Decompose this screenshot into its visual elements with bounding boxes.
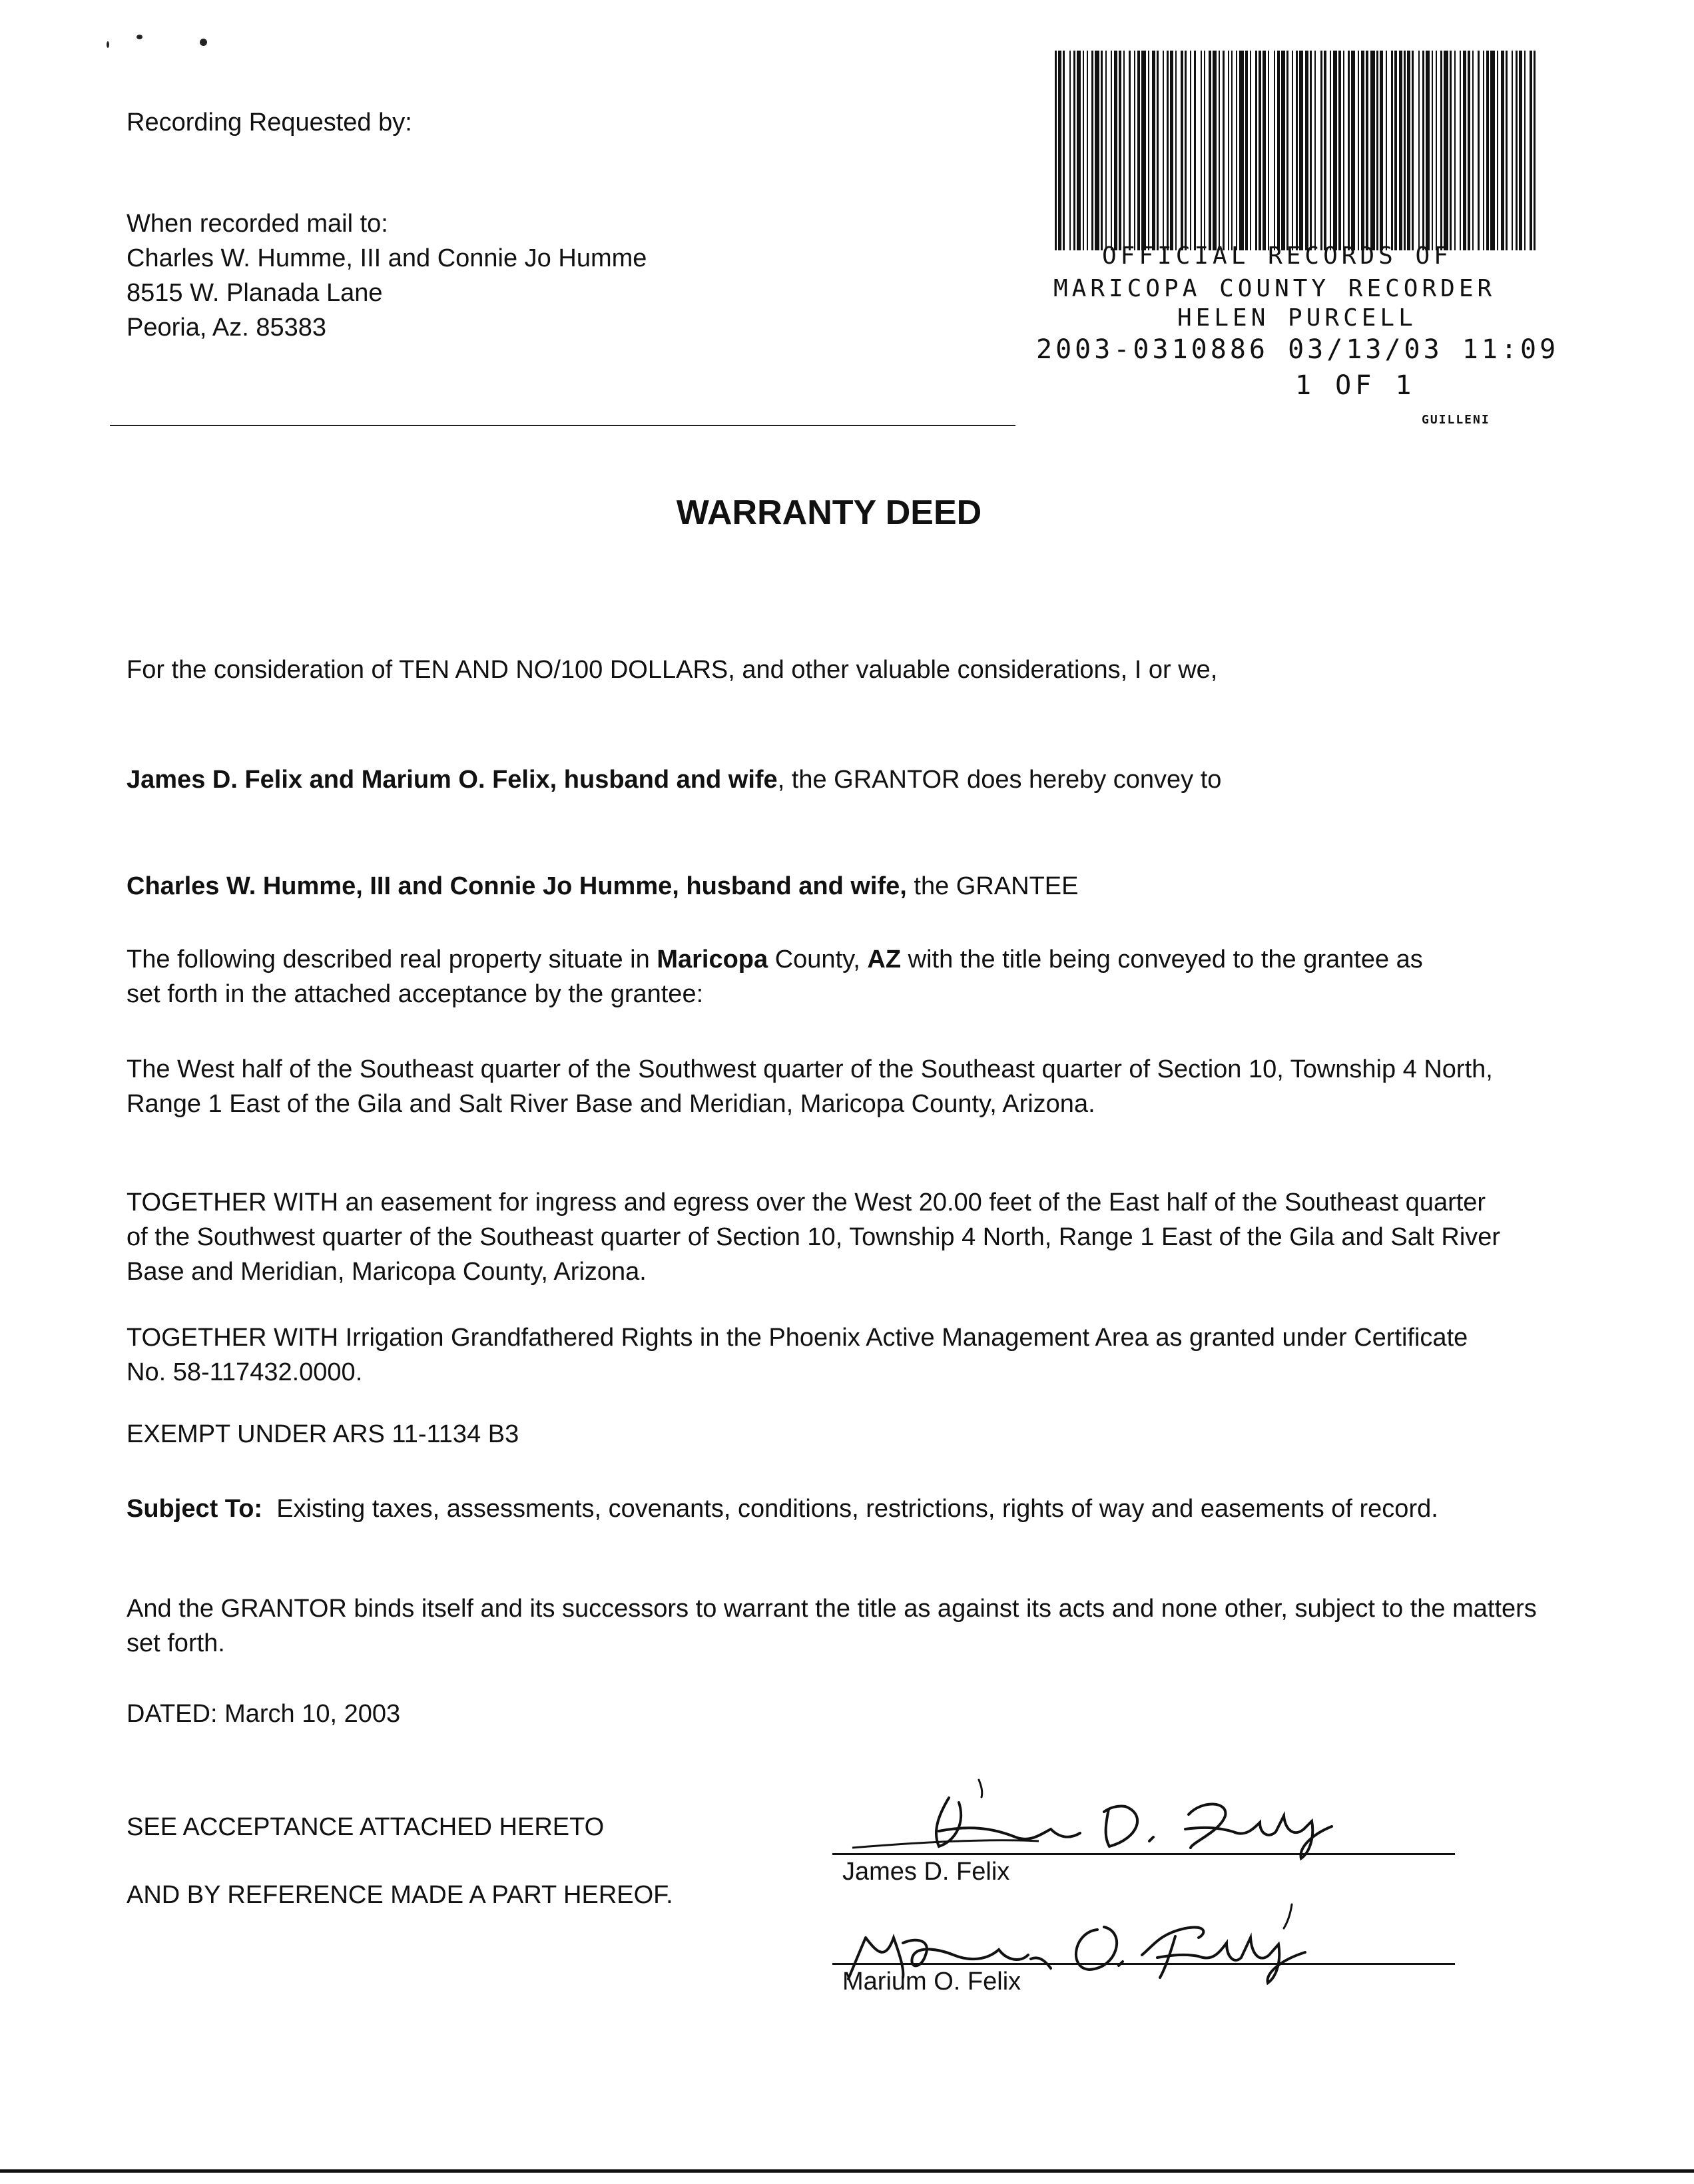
printed-name-james: James D. Felix bbox=[842, 1858, 1010, 1886]
barcode-bar bbox=[1386, 51, 1387, 250]
barcode-bar bbox=[1299, 51, 1303, 250]
grantee-clause bbox=[127, 869, 1078, 904]
barcode-bar bbox=[1231, 51, 1233, 250]
subject-to-clause bbox=[127, 1492, 1498, 1526]
property-clause bbox=[127, 942, 1452, 1011]
barcode-bar bbox=[1219, 51, 1220, 250]
barcode-bar bbox=[1274, 51, 1275, 250]
barcode-bar bbox=[1407, 51, 1410, 250]
barcode-bar bbox=[1055, 51, 1057, 250]
recorder-line-name: HELEN PURCELL bbox=[1177, 304, 1417, 332]
barcode-bar bbox=[1292, 51, 1293, 250]
barcode-bar bbox=[1412, 51, 1414, 250]
barcode-bar bbox=[1320, 51, 1322, 250]
barcode-bar bbox=[1483, 51, 1484, 250]
barcode-bar bbox=[1324, 51, 1326, 250]
barcode-bar bbox=[1263, 51, 1266, 250]
barcode-bar bbox=[1376, 51, 1378, 250]
barcode-bar bbox=[1305, 51, 1308, 250]
barcode-bar bbox=[1095, 51, 1099, 250]
barcode-bar bbox=[1204, 51, 1205, 250]
property-text-b: County, bbox=[768, 946, 868, 973]
barcode-bar bbox=[1366, 51, 1368, 250]
barcode-bar bbox=[1512, 51, 1513, 250]
barcode-bar bbox=[1167, 51, 1169, 250]
barcode-bar bbox=[1343, 51, 1344, 250]
barcode-bar bbox=[1170, 51, 1173, 250]
barcode-bar bbox=[1194, 51, 1196, 250]
easement-clause: TOGETHER WITH an easement for ingress and egress over the West 20.00 feet of the East half of the Southeast quarter of the Southwest quarter of the Southeast quarter of Section 10, Township 4 North, Range 1 East of the Gila and Salt River Base and Meridian, Maricopa County, Arizona. bbox=[127, 1189, 1501, 1286]
barcode-bar bbox=[1245, 51, 1248, 250]
subject-to-text: Existing taxes, assessments, covenants, conditions, restrictions, rights of way and easements of record. bbox=[276, 1495, 1438, 1523]
barcode-bar bbox=[1314, 51, 1316, 250]
barcode-bar bbox=[1281, 51, 1285, 250]
barcode-bar bbox=[1450, 51, 1452, 250]
property-state: AZ bbox=[867, 946, 902, 973]
recording-requested-label: Recording Requested by: bbox=[127, 109, 412, 136]
barcode-bar bbox=[1163, 51, 1164, 250]
barcode-bar bbox=[1209, 51, 1211, 250]
page-bottom-border bbox=[0, 2169, 1694, 2173]
barcode-bar bbox=[1534, 51, 1536, 250]
recorder-line-official-records: OFFICIAL RECORDS OF bbox=[1102, 242, 1452, 270]
barcode-bar bbox=[1152, 51, 1155, 250]
barcode-bar bbox=[1404, 51, 1406, 250]
barcode-bar bbox=[1391, 51, 1393, 250]
grantee-names: Charles W. Humme, III and Connie Jo Humme, husband and wife, bbox=[127, 872, 907, 900]
property-county: Maricopa bbox=[657, 946, 768, 973]
barcode-bar bbox=[1083, 51, 1084, 250]
mail-to-street: 8515 W. Planada Lane bbox=[127, 279, 383, 307]
barcode-bar bbox=[1255, 51, 1257, 250]
barcode-bar bbox=[1530, 51, 1532, 250]
barcode-bar bbox=[1111, 51, 1112, 250]
barcode-bar bbox=[1077, 51, 1081, 250]
barcode-bar bbox=[1310, 51, 1312, 250]
barcode-bar bbox=[1296, 51, 1298, 250]
document-title: WARRANTY DEED bbox=[676, 493, 982, 532]
barcode-bar bbox=[1223, 51, 1225, 250]
barcode-bar bbox=[1501, 51, 1504, 250]
barcode-bar bbox=[1268, 51, 1269, 250]
property-text-a: The following described real property situate in bbox=[127, 946, 657, 973]
barcode-bar bbox=[1399, 51, 1402, 250]
barcode-bar bbox=[1141, 51, 1146, 250]
barcode-bar bbox=[1330, 51, 1331, 250]
mail-to-label: When recorded mail to: bbox=[127, 210, 388, 238]
header-divider bbox=[110, 425, 1015, 426]
recorder-line-record-number: 2003-0310886 03/13/03 11:09 bbox=[1036, 334, 1559, 365]
legal-description: The West half of the Southeast quarter of the Southwest quarter of the Southeast quarter of Section 10, Township 4 North, Range 1 East of the Gila and Salt River Base and Meridian, Maricopa County, Arizona. bbox=[127, 1055, 1493, 1118]
barcode-bar bbox=[1134, 51, 1135, 250]
barcode-bar bbox=[1101, 51, 1103, 250]
barcode-bar bbox=[1436, 51, 1437, 250]
barcode-bar bbox=[1468, 51, 1470, 250]
barcode-bar bbox=[1259, 51, 1261, 250]
grantor-names: James D. Felix and Marium O. Felix, husband and wife bbox=[127, 766, 778, 794]
barcode-bar bbox=[1358, 51, 1359, 250]
barcode-bar bbox=[1087, 51, 1088, 250]
barcode-bar bbox=[1228, 51, 1229, 250]
barcode-bar bbox=[1073, 51, 1075, 250]
exemption-note: EXEMPT UNDER ARS 11-1134 B3 bbox=[127, 1420, 519, 1448]
barcode-bar bbox=[1486, 51, 1489, 250]
barcode-bar bbox=[1418, 51, 1420, 250]
barcode-bar bbox=[1148, 51, 1149, 250]
barcode-bar bbox=[1277, 51, 1280, 250]
barcode-bar bbox=[1250, 51, 1251, 250]
warranty-clause: And the GRANTOR binds itself and its successors to warrant the title as against its acts and none other, subject to the matters set forth. bbox=[127, 1595, 1537, 1657]
barcode-bar bbox=[1490, 51, 1495, 250]
barcode-bar bbox=[1185, 51, 1187, 250]
barcode-bar bbox=[1422, 51, 1424, 250]
barcode-bar bbox=[1114, 51, 1117, 250]
barcode-bar bbox=[1516, 51, 1518, 250]
printed-name-marium: Marium O. Felix bbox=[842, 1968, 1021, 1996]
barcode-bar bbox=[1091, 51, 1093, 250]
barcode-bar bbox=[1058, 51, 1061, 250]
grantor-clause-text: , the GRANTOR does hereby convey to bbox=[777, 766, 1222, 794]
barcode-bar bbox=[1105, 51, 1107, 250]
recorder-line-page-count: 1 OF 1 bbox=[1295, 370, 1416, 401]
recorder-clerk-initials: GUILLENI bbox=[1422, 413, 1490, 427]
barcode-bar bbox=[1463, 51, 1466, 250]
barcode-bar bbox=[1129, 51, 1131, 250]
barcode-bar bbox=[1426, 51, 1430, 250]
barcode-bar bbox=[1506, 51, 1508, 250]
barcode-bar bbox=[1524, 51, 1526, 250]
barcode-bar bbox=[1444, 51, 1448, 250]
barcode-bar bbox=[1454, 51, 1456, 250]
mail-to-name: Charles W. Humme, III and Connie Jo Humme bbox=[127, 244, 647, 272]
barcode-bar bbox=[1497, 51, 1498, 250]
barcode-bar bbox=[1432, 51, 1433, 250]
barcode-bar bbox=[1472, 51, 1474, 250]
barcode-bar bbox=[1069, 51, 1071, 250]
barcode-bar bbox=[1351, 51, 1355, 250]
property-text-c: with the title being conveyed to the grantee as set forth in the attached acceptance by the grantee: bbox=[127, 946, 1423, 1008]
barcode-bar bbox=[1190, 51, 1191, 250]
acceptance-note: SEE ACCEPTANCE ATTACHED HERETO bbox=[127, 1813, 605, 1841]
grantor-clause bbox=[127, 762, 1221, 797]
barcode-bar bbox=[1380, 51, 1383, 250]
barcode-bar bbox=[1370, 51, 1375, 250]
barcode-bar bbox=[1157, 51, 1159, 250]
barcode-bar bbox=[1338, 51, 1341, 250]
barcode-bar bbox=[1286, 51, 1288, 250]
barcode-bar bbox=[1137, 51, 1140, 250]
barcode-bar bbox=[1394, 51, 1397, 250]
recording-barcode bbox=[1052, 51, 1538, 250]
barcode-bar bbox=[1460, 51, 1461, 250]
water-rights-clause: TOGETHER WITH Irrigation Grandfathered Rights in the Phoenix Active Management Area as granted under Certificate No. 58-117432.0000. bbox=[127, 1324, 1468, 1386]
mail-to-city: Peoria, Az. 85383 bbox=[127, 314, 326, 342]
barcode-bar bbox=[1123, 51, 1125, 250]
barcode-bar bbox=[1181, 51, 1183, 250]
barcode-bar bbox=[1236, 51, 1237, 250]
barcode-bar bbox=[1213, 51, 1217, 250]
recorder-line-county: MARICOPA COUNTY RECORDER bbox=[1053, 275, 1496, 302]
barcode-bar bbox=[1175, 51, 1177, 250]
barcode-bar bbox=[1519, 51, 1522, 250]
barcode-bar bbox=[1333, 51, 1337, 250]
barcode-bar bbox=[1361, 51, 1364, 250]
barcode-bar bbox=[1478, 51, 1480, 250]
dated-line: DATED: March 10, 2003 bbox=[127, 1700, 401, 1728]
consideration-clause: For the consideration of TEN AND NO/100 DOLLARS, and other valuable considerations, I or we, bbox=[127, 656, 1218, 684]
barcode-bar bbox=[1119, 51, 1121, 250]
barcode-bar bbox=[1348, 51, 1350, 250]
barcode-bar bbox=[1063, 51, 1065, 250]
subject-to-label: Subject To: bbox=[127, 1495, 263, 1523]
barcode-bar bbox=[1440, 51, 1442, 250]
reference-note: AND BY REFERENCE MADE A PART HEREOF. bbox=[127, 1881, 673, 1909]
barcode-bar bbox=[1239, 51, 1244, 250]
grantee-clause-text: the GRANTEE bbox=[906, 872, 1079, 900]
barcode-bar bbox=[1201, 51, 1202, 250]
